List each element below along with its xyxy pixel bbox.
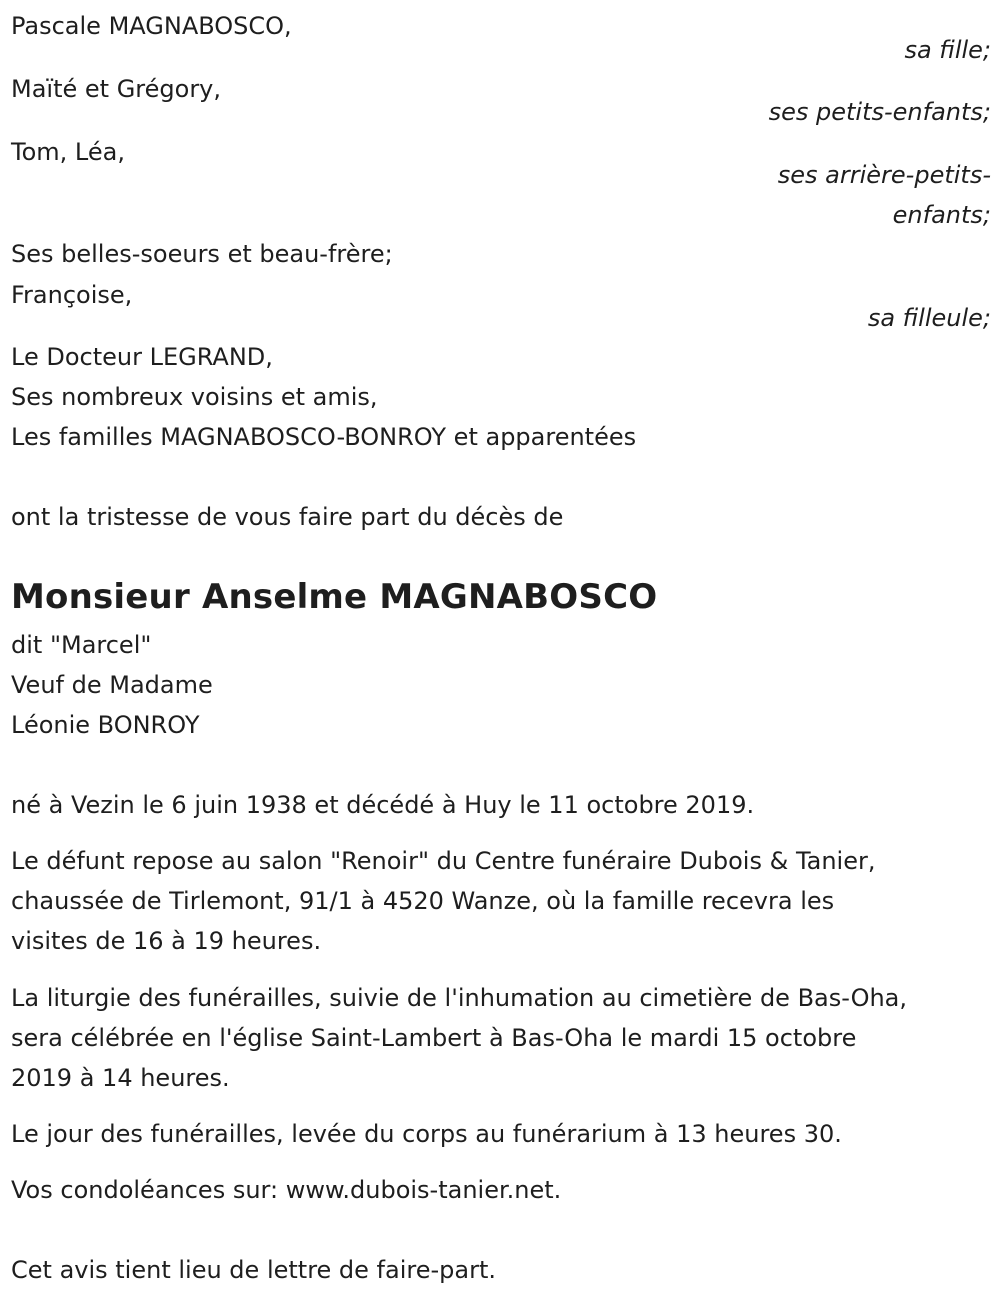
great-grandchildren-names: Tom, Léa, (11, 138, 125, 166)
goddaughter-role: sa filleule; (867, 304, 991, 332)
deceased-nickname: dit "Marcel" (11, 631, 152, 659)
viewing-line3: visites de 16 à 19 heures. (11, 927, 322, 955)
deceased-name: Monsieur Anselme MAGNABOSCO (11, 577, 658, 617)
goddaughter-name: Françoise, (11, 281, 133, 309)
liturgy-line2: sera célébrée en l'église Saint-Lambert à Bas-Oha le mardi 15 octobre (11, 1024, 857, 1052)
great-grandchildren-role-line1: ses arrière-petits- (777, 161, 991, 189)
widower-line1: Veuf de Madame (11, 671, 213, 699)
families: Les familles MAGNABOSCO-BONROY et apparentées (11, 423, 637, 451)
in-laws: Ses belles-soeurs et beau-frère; (11, 240, 393, 268)
viewing-line1: Le défunt repose au salon "Renoir" du Centre funéraire Dubois & Tanier, (11, 847, 876, 875)
neighbours: Ses nombreux voisins et amis, (11, 383, 378, 411)
daughter-role: sa fille; (904, 36, 991, 64)
announcement: ont la tristesse de vous faire part du décès de (11, 503, 564, 531)
birth-death: né à Vezin le 6 juin 1938 et décédé à Huy le 11 octobre 2019. (11, 791, 755, 819)
viewing-line2: chaussée de Tirlemont, 91/1 à 4520 Wanze, où la famille recevra les (11, 887, 835, 915)
widower-line2: Léonie BONROY (11, 711, 200, 739)
closing-note: Cet avis tient lieu de lettre de faire-part. (11, 1256, 496, 1284)
grandchildren-role: ses petits-enfants; (768, 98, 991, 126)
removal: Le jour des funérailles, levée du corps au funérarium à 13 heures 30. (11, 1120, 842, 1148)
liturgy-line3: 2019 à 14 heures. (11, 1064, 230, 1092)
condolences: Vos condoléances sur: www.dubois-tanier.net. (11, 1176, 562, 1204)
grandchildren-names: Maïté et Grégory, (11, 75, 222, 103)
liturgy-line1: La liturgie des funérailles, suivie de l'inhumation au cimetière de Bas-Oha, (11, 984, 908, 1012)
daughter-name: Pascale MAGNABOSCO, (11, 12, 292, 40)
doctor: Le Docteur LEGRAND, (11, 343, 273, 371)
great-grandchildren-role-line2: enfants; (892, 201, 991, 229)
